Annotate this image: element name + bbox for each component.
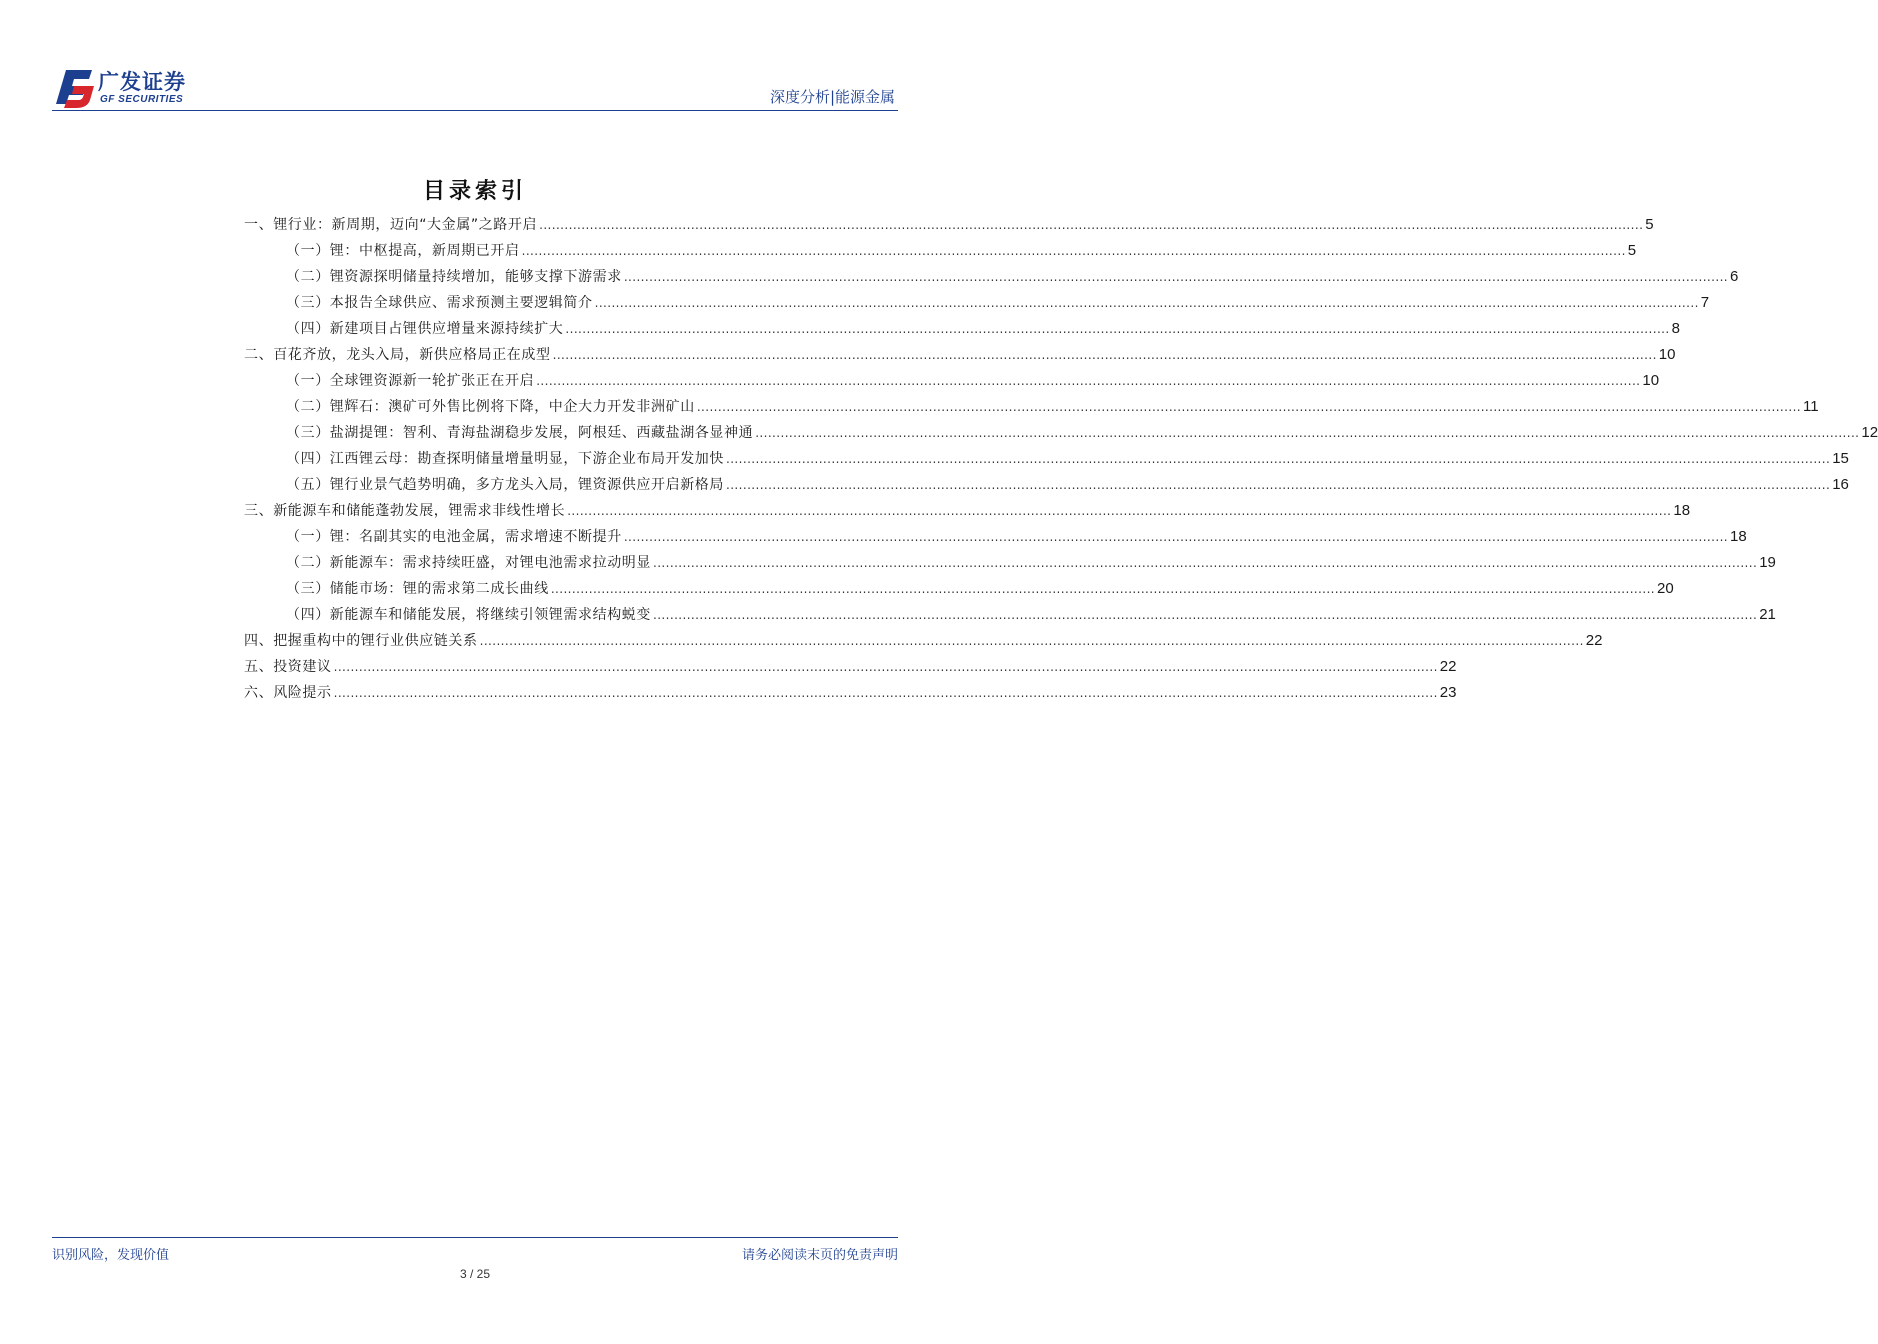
toc-dot-leader (551, 582, 1655, 596)
toc-entry-page: 12 (1861, 424, 1878, 441)
toc-entry[interactable] (244, 604, 1776, 630)
toc-dot-leader (565, 322, 1669, 336)
toc-entry-text: （三）盐湖提锂：智利、青海盐湖稳步发展，阿根廷、西藏盐湖各显神通 (286, 425, 754, 441)
toc-dot-leader (334, 686, 1438, 700)
toc-entry[interactable] (244, 578, 1674, 604)
toc-dot-leader (480, 634, 1584, 648)
toc-entry[interactable] (244, 344, 1676, 370)
toc-dot-leader (653, 556, 1757, 570)
toc-entry-page: 19 (1759, 554, 1776, 571)
toc-entry-page: 21 (1759, 606, 1776, 623)
footer-slogan: 识别风险，发现价值 (52, 1248, 170, 1263)
toc-entry-page: 15 (1832, 450, 1849, 467)
toc-entry-text: （一）全球锂资源新一轮扩张正在开启 (286, 373, 535, 389)
toc-title: 目录索引 (422, 179, 527, 204)
toc-entry-page: 7 (1700, 294, 1710, 311)
toc-entry[interactable] (244, 240, 1637, 266)
table-of-contents (244, 214, 1878, 708)
toc-entry-text: （二）新能源车：需求持续旺盛，对锂电池需求拉动明显 (286, 555, 651, 571)
toc-entry-page: 10 (1642, 372, 1660, 389)
toc-entry-text: （四）江西锂云母：勘查探明储量增量明显，下游企业布局开发加快 (286, 451, 724, 467)
toc-dot-leader (522, 244, 1626, 258)
toc-entry[interactable] (244, 396, 1819, 422)
header-divider (52, 110, 898, 111)
toc-entry-text: 二、百花齐放，龙头入局，新供应格局正在成型 (244, 347, 551, 363)
toc-entry-page: 16 (1832, 476, 1849, 493)
toc-dot-leader (697, 400, 1801, 414)
toc-dot-leader (334, 660, 1438, 674)
toc-dot-leader (653, 608, 1757, 622)
toc-entry-page: 6 (1730, 268, 1739, 285)
toc-entry[interactable] (244, 552, 1776, 578)
toc-entry[interactable] (244, 448, 1849, 474)
toc-entry-page: 5 (1627, 242, 1637, 259)
toc-entry[interactable] (244, 370, 1660, 396)
toc-entry-text: 三、新能源车和储能蓬勃发展，锂需求非线性增长 (244, 503, 566, 519)
toc-dot-leader (536, 374, 1640, 388)
page-indicator: 3 / 25 (459, 1267, 491, 1281)
toc-entry-page: 18 (1730, 528, 1747, 545)
toc-dot-leader (567, 504, 1671, 518)
toc-dot-leader (624, 270, 1728, 284)
toc-entry[interactable] (244, 500, 1691, 526)
logo-wordmark-en: GF SECURITIES (100, 94, 184, 105)
toc-dot-leader (726, 478, 1830, 492)
toc-entry-text: 四、把握重构中的锂行业供应链关系 (244, 633, 478, 649)
toc-entry-text: （四）新能源车和储能发展，将继续引领锂需求结构蜕变 (286, 607, 651, 623)
toc-entry-page: 11 (1803, 398, 1819, 415)
toc-dot-leader (755, 426, 1859, 440)
toc-entry-page: 10 (1658, 346, 1676, 363)
toc-entry[interactable] (244, 630, 1603, 656)
report-category: 深度分析|能源金属 (769, 88, 895, 106)
toc-entry-text: 一、锂行业：新周期，迈向“大金属”之路开启 (244, 217, 538, 233)
toc-dot-leader (726, 452, 1830, 466)
logo-wordmark-cn: 广发证券 (98, 70, 186, 94)
toc-entry-page: 22 (1585, 632, 1603, 649)
toc-entry-text: （二）锂资源探明储量持续增加，能够支撑下游需求 (286, 269, 622, 285)
toc-entry-page: 8 (1671, 320, 1680, 337)
toc-entry[interactable] (244, 526, 1747, 552)
toc-entry[interactable] (244, 266, 1739, 292)
toc-entry[interactable] (244, 474, 1849, 500)
toc-entry-text: （一）锂：名副其实的电池金属，需求增速不断提升 (286, 529, 622, 545)
toc-entry-text: 五、投资建议 (244, 659, 332, 675)
toc-dot-leader (553, 348, 1657, 362)
toc-entry-text: 六、风险提示 (244, 685, 332, 701)
footer-divider (52, 1237, 898, 1238)
toc-entry[interactable] (244, 656, 1457, 682)
toc-entry-text: （二）锂辉石：澳矿可外售比例将下降，中企大力开发非洲矿山 (286, 399, 695, 415)
toc-entry-page: 22 (1439, 658, 1457, 675)
toc-entry-text: （五）锂行业景气趋势明确，多方龙头入局，锂资源供应开启新格局 (286, 477, 724, 493)
toc-entry-page: 23 (1439, 684, 1457, 701)
toc-entry-page: 5 (1645, 216, 1654, 233)
toc-entry-page: 20 (1657, 580, 1674, 597)
toc-dot-leader (595, 296, 1699, 310)
toc-entry-page: 18 (1673, 502, 1691, 519)
toc-entry-text: （三）本报告全球供应、需求预测主要逻辑简介 (286, 295, 593, 311)
footer-disclaimer-notice: 请务必阅读末页的免责声明 (741, 1248, 898, 1263)
toc-entry-text: （四）新建项目占锂供应增量来源持续扩大 (286, 321, 564, 337)
toc-entry[interactable] (244, 214, 1654, 240)
toc-dot-leader (624, 530, 1728, 544)
toc-entry[interactable] (244, 292, 1710, 318)
toc-entry-text: （一）锂：中枢提高，新周期已开启 (286, 243, 520, 259)
toc-entry[interactable] (244, 422, 1878, 448)
toc-entry-text: （三）储能市场：锂的需求第二成长曲线 (286, 581, 549, 597)
toc-dot-leader (539, 218, 1643, 232)
toc-entry[interactable] (244, 682, 1457, 708)
toc-entry[interactable] (244, 318, 1680, 344)
